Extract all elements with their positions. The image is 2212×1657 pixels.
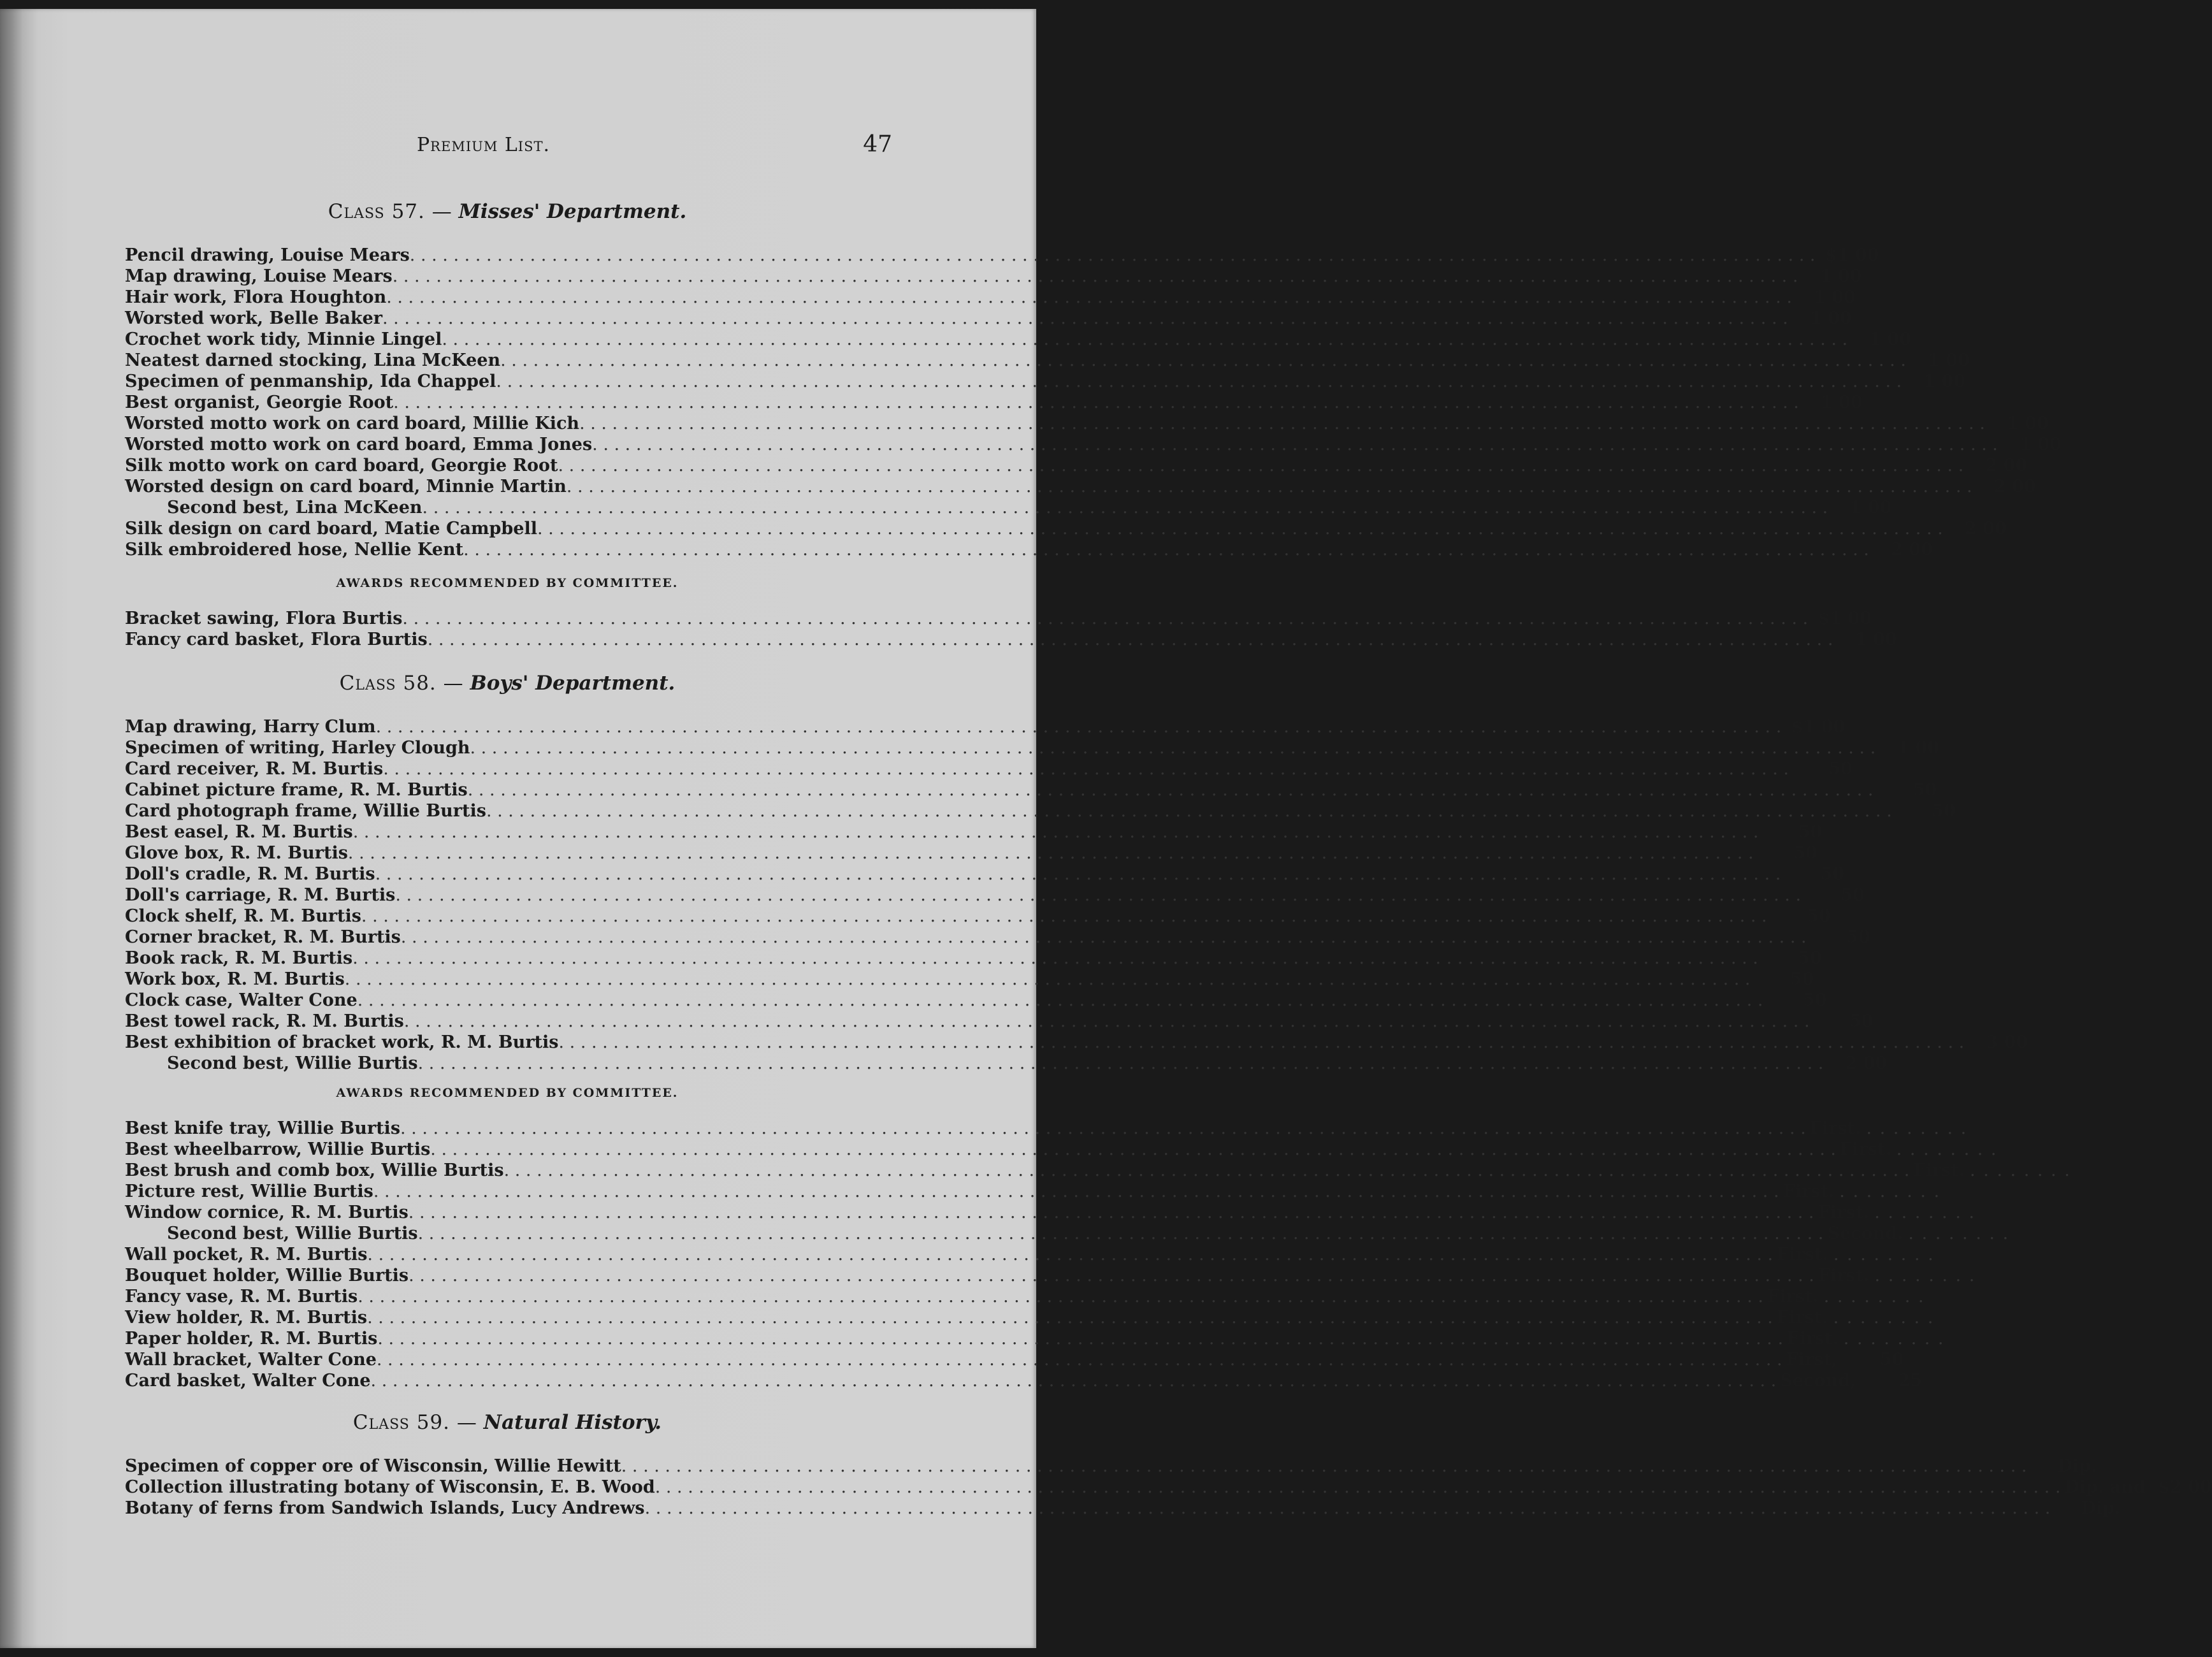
dot-leader (579, 413, 1985, 434)
item-label: Best wheelbarrow, Willie Burtis (125, 1140, 431, 1159)
dot-leader (393, 392, 1799, 413)
item-label: Map drawing, Louise Mears (125, 266, 393, 286)
dot-leader (592, 434, 1998, 455)
class-number: Class 58. — (339, 672, 464, 695)
dot-leader (361, 906, 1767, 927)
list-item (125, 245, 1879, 266)
list-item (125, 1307, 1935, 1328)
dot-leader (401, 927, 1807, 948)
dot-leader (408, 1265, 1814, 1286)
item-label: Worsted work, Belle Baker (125, 308, 382, 328)
dot-leader (375, 864, 1781, 885)
list-item (125, 1118, 1968, 1139)
item-amount: 50 (1798, 948, 1822, 968)
running-title: Premium List. (417, 134, 551, 156)
list-item (125, 1032, 2028, 1053)
item-label: Window cornice, R. M. Burtis (125, 1203, 408, 1222)
item-amount: $1 00 (1825, 245, 1879, 265)
item-label: Botany of ferns from Sandwich Islands, Lucy Andrews (125, 1498, 645, 1518)
item-label: Card basket, Walter Cone (125, 1371, 371, 1391)
item-amount: 1 00 (2007, 414, 2049, 433)
item-amount: 1 00 (2020, 435, 2062, 454)
item-label: Best towel rack, R. M. Burtis (125, 1011, 404, 1031)
item-label: Work box, R. M. Burtis (125, 969, 345, 989)
dot-leader (371, 1370, 1777, 1391)
item-label: Wall bracket, Walter Cone (125, 1350, 377, 1370)
dot-leader: . . . . . . . . (1839, 1182, 1941, 1201)
item-amount: 2 00 (1985, 456, 2028, 475)
dot-leader (621, 1456, 2027, 1477)
list-item (125, 1498, 2121, 1519)
dot-leader (470, 737, 1876, 758)
item-amount: 25 (1898, 1371, 1923, 1391)
item-place: First. (1818, 1266, 1870, 1285)
item-label: Specimen of copper ore of Wisconsin, Willie Hewitt (125, 1456, 621, 1476)
class-59-heading (125, 1411, 890, 1434)
item-amount: $1 00 (1818, 609, 1872, 628)
item-label: Doll's carriage, R. M. Burtis (125, 885, 396, 905)
list-item (125, 1328, 1945, 1349)
item-label: Card photograph frame, Willie Burtis (125, 801, 486, 821)
item-amount: 50 (1789, 969, 1814, 989)
dot-leader (504, 1160, 1910, 1181)
list-item (125, 1011, 1874, 1032)
item-amount: 1 00 (1923, 372, 1966, 391)
dot-leader (500, 350, 1906, 371)
item-label: Fancy card basket, Flora Burtis (125, 630, 428, 649)
page-header (408, 131, 892, 159)
item-amount: 1 00 (1809, 308, 1852, 328)
item-label: Specimen of penmanship, Ida Chappel (125, 372, 496, 391)
item-label: View holder, R. M. Burtis (125, 1308, 368, 1328)
dot-leader (468, 779, 1874, 800)
item-label: Silk embroidered hose, Nellie Kent (125, 540, 464, 560)
dot-leader (410, 245, 1816, 266)
dot-leader (423, 497, 1828, 518)
dot-leader (402, 608, 1808, 629)
item-place: First. (1809, 1118, 1861, 1138)
dot-leader (358, 990, 1763, 1011)
list-item (125, 969, 1814, 990)
item-label: Hair work, Flora Houghton (125, 287, 387, 307)
list-item (125, 758, 1853, 779)
item-label: Clock case, Walter Cone (125, 990, 358, 1010)
item-amount: $1 00 (1791, 717, 1846, 737)
list-item (125, 308, 1852, 329)
item-amount: 50 (1820, 864, 1845, 884)
department-name: Misses' Department. (458, 200, 687, 223)
item-amount: $2 00 (2158, 1477, 2212, 1497)
item-amount: 50 (1849, 1011, 1874, 1031)
list-item (125, 716, 1846, 737)
item-label: Clock shelf, R. M. Burtis (125, 906, 361, 926)
list-item (125, 821, 1823, 843)
dot-leader (383, 758, 1789, 779)
item-label: Silk design on card board, Matie Campbell (125, 519, 537, 539)
item-label: Book rack, R. M. Burtis (125, 948, 353, 968)
dot-leader (358, 1286, 1763, 1307)
item-amount: 2 00 (1964, 519, 2007, 539)
list-item (125, 885, 1865, 906)
dot-leader (418, 1223, 1824, 1244)
item-label: Map drawing, Harry Clum (125, 717, 376, 737)
item-amount: 50 (1793, 843, 1818, 863)
item-place: Dip. and (2064, 1477, 2146, 1497)
dot-leader (395, 885, 1801, 906)
item-label: Best knife tray, Willie Burtis (125, 1118, 401, 1138)
dot-leader (418, 1053, 1824, 1074)
list-item (125, 737, 1940, 758)
item-label: Second best, Lina McKeen (167, 498, 423, 517)
list-item (125, 287, 1856, 308)
item-place: First. (1782, 1182, 1835, 1201)
list-item (125, 864, 1845, 885)
class-57-premium-list (125, 245, 2062, 560)
list-item (125, 927, 1870, 948)
dot-leader: . . . . . . . . (1833, 1245, 1935, 1264)
class-58-premium-list (125, 716, 2028, 1074)
item-amount: Dip. (2081, 1498, 2121, 1518)
dot-leader (537, 518, 1943, 539)
item-amount: Dip. (2057, 1456, 2097, 1476)
dot-leader (558, 455, 1964, 476)
item-label: Neatest darned stocking, Lina McKeen (125, 351, 501, 370)
item-label: Doll's cradle, R. M. Burtis (125, 864, 375, 884)
item-label: Second best, Willie Burtis (167, 1224, 418, 1243)
dot-leader: . . . . . . . . (1833, 1308, 1935, 1328)
dot-leader (428, 629, 1833, 650)
list-item (125, 350, 1970, 371)
list-item (125, 948, 1822, 969)
list-item (125, 990, 1827, 1011)
list-item (125, 413, 2049, 434)
dot-leader: . . . . . . . . (1874, 1266, 1976, 1285)
dot-leader (367, 1307, 1773, 1328)
item-label: Card receiver, R. M. Burtis (125, 759, 384, 779)
item-amount: 2 00 (1845, 1053, 1888, 1073)
page-number: 47 (863, 131, 892, 157)
dot-leader (655, 1477, 2061, 1498)
item-amount: 3 00 (1986, 1032, 2028, 1052)
item-place: Second, (1780, 1371, 1856, 1391)
list-item (125, 392, 1863, 413)
dot-leader: . . . . . . . . (1908, 1224, 2010, 1243)
dot-leader: . . . . . . . . (1843, 1329, 1945, 1349)
item-amount: 1 00 (1821, 393, 1863, 412)
item-label: Best easel, R. M. Burtis (125, 822, 353, 842)
item-amount: 1 00 (1819, 266, 1862, 286)
item-amount: 2 00 (1993, 477, 2036, 496)
class-58-heading (125, 672, 890, 695)
item-amount: 50 (1798, 822, 1823, 842)
item-label: Best brush and comb box, Willie Burtis (125, 1161, 504, 1180)
item-amount: 1 00 (1854, 630, 1897, 649)
dot-leader (352, 948, 1758, 969)
list-item (125, 1265, 1976, 1286)
item-amount: 2 00 (1891, 540, 1933, 560)
list-item (125, 1053, 1888, 1074)
list-item (125, 434, 2062, 455)
list-item (125, 1349, 1904, 1370)
list-item (125, 906, 1831, 927)
list-item (125, 455, 2028, 476)
dot-leader: . . . . . . . . (1896, 1140, 1998, 1159)
item-place: Second. (1827, 1224, 1904, 1243)
item-amount: 1 00 (1928, 351, 1970, 370)
list-item (125, 779, 1937, 800)
dot-leader (348, 843, 1754, 864)
list-item (125, 371, 1966, 392)
class-57-awards-list (125, 608, 1897, 650)
dot-leader (345, 969, 1751, 990)
list-item (125, 1286, 1925, 1307)
item-amount: 50 (1879, 1350, 1904, 1370)
list-item (125, 539, 1933, 560)
dot-leader (373, 1181, 1779, 1202)
list-item (125, 1370, 1923, 1391)
class-59-premium-list (125, 1456, 2212, 1519)
department-name: Boys' Department. (470, 672, 676, 695)
dot-leader (442, 329, 1847, 350)
dot-leader (376, 716, 1782, 737)
dot-leader (377, 1328, 1783, 1349)
list-item (125, 1477, 2212, 1498)
item-place: First. (1787, 1329, 1839, 1349)
list-item (125, 518, 2007, 539)
item-label: Bracket sawing, Flora Burtis (125, 609, 403, 628)
department-name: Natural History. (483, 1411, 662, 1434)
dot-leader (400, 1118, 1806, 1139)
class-58-awards-heading: AWARDS RECOMMENDED BY COMMITTEE. (336, 1086, 679, 1100)
item-label: Bouquet holder, Willie Burtis (125, 1266, 409, 1285)
item-place: First. (1767, 1287, 1819, 1306)
item-label: Crochet work tidy, Minnie Lingel (125, 329, 442, 349)
item-place: First, (1786, 1350, 1838, 1370)
item-label: Picture rest, Willie Burtis (125, 1182, 373, 1201)
list-item (125, 1181, 1941, 1202)
item-label: Worsted motto work on card board, Millie Kich (125, 414, 580, 433)
dot-leader (353, 821, 1759, 843)
item-amount: 1 00 (1814, 287, 1856, 307)
item-place: First. (1776, 1308, 1828, 1328)
item-amount: 1 00 (1869, 329, 1912, 349)
item-label: Best exhibition of bracket work, R. M. Burtis (125, 1032, 559, 1052)
class-57-heading (125, 200, 890, 223)
item-label: Cabinet picture frame, R. M. Burtis (125, 780, 468, 800)
list-item (125, 329, 1912, 350)
item-amount: 50 (1802, 990, 1827, 1010)
dot-leader (377, 1349, 1782, 1370)
dot-leader: . . . . . . . . (1970, 1161, 2071, 1180)
list-item (125, 1139, 1998, 1160)
item-label: Pencil drawing, Louise Mears (125, 245, 410, 265)
dot-leader (486, 800, 1892, 821)
dot-leader (496, 371, 1902, 392)
class-number: Class 57. — (328, 200, 452, 223)
list-item (125, 1456, 2097, 1477)
dot-leader (404, 1011, 1810, 1032)
item-label: Worsted motto work on card board, Emma Jones (125, 435, 593, 454)
class-57-awards-heading: AWARDS RECOMMENDED BY COMMITTEE. (336, 576, 679, 590)
document-page (0, 9, 2212, 1648)
dot-leader (386, 287, 1792, 308)
item-label: Best organist, Georgie Root (125, 393, 394, 412)
item-label: Worsted design on card board, Minnie Martin (125, 477, 567, 496)
list-item (125, 843, 1818, 864)
list-item (125, 608, 1872, 629)
list-item (125, 476, 2036, 497)
dot-leader (382, 308, 1788, 329)
item-label: Wall pocket, R. M. Burtis (125, 1245, 368, 1264)
dot-leader (408, 1202, 1814, 1223)
list-item (125, 1223, 2010, 1244)
item-place: First. (1913, 1161, 1965, 1180)
item-amount: 50 (1846, 927, 1870, 947)
list-item (125, 800, 1956, 821)
item-label: Corner bracket, R. M. Burtis (125, 927, 401, 947)
dot-leader: . . . . . . . . (1823, 1287, 1925, 1306)
item-amount: 50 (1840, 885, 1865, 905)
item-label: Second best, Willie Burtis (167, 1053, 418, 1073)
list-item (125, 1202, 1976, 1223)
dot-leader (393, 266, 1798, 287)
dot-leader: . . . . . . . . (1874, 1203, 1976, 1222)
item-amount: 1 00 (1897, 738, 1940, 758)
item-label: Specimen of writing, Harley Clough (125, 738, 470, 758)
list-item (125, 629, 1897, 650)
class-number: Class 59. — (352, 1411, 477, 1434)
item-label: Fancy vase, R. M. Burtis (125, 1287, 358, 1306)
item-place: First. (1818, 1203, 1870, 1222)
item-amount: 50 (1807, 906, 1831, 926)
dot-leader (367, 1244, 1773, 1265)
item-label: Collection illustrating botany of Wisconsin, E. B. Wood (125, 1477, 655, 1497)
item-place: First. (1840, 1140, 1891, 1159)
item-label: Silk motto work on card board, Georgie Root (125, 456, 558, 475)
list-item (125, 1160, 2071, 1181)
list-item (125, 497, 1892, 518)
dot-leader (463, 539, 1869, 560)
item-amount: 50 (1912, 780, 1937, 800)
item-label: Glove box, R. M. Burtis (125, 843, 348, 863)
list-item (125, 266, 1862, 287)
dot-leader (567, 476, 1972, 497)
item-label: Paper holder, R. M. Burtis (125, 1329, 378, 1349)
item-place: First. (1777, 1245, 1828, 1264)
item-amount: 50 (1932, 801, 1956, 821)
list-item (125, 1244, 1935, 1265)
dot-leader (430, 1139, 1836, 1160)
item-amount: 50 (1828, 759, 1853, 779)
item-amount: 1 00 (1849, 498, 1892, 517)
dot-leader (558, 1032, 1964, 1053)
dot-leader: . . . . . . . . (1866, 1118, 1968, 1138)
dot-leader (645, 1498, 2051, 1519)
class-58-awards-list (125, 1118, 2071, 1391)
